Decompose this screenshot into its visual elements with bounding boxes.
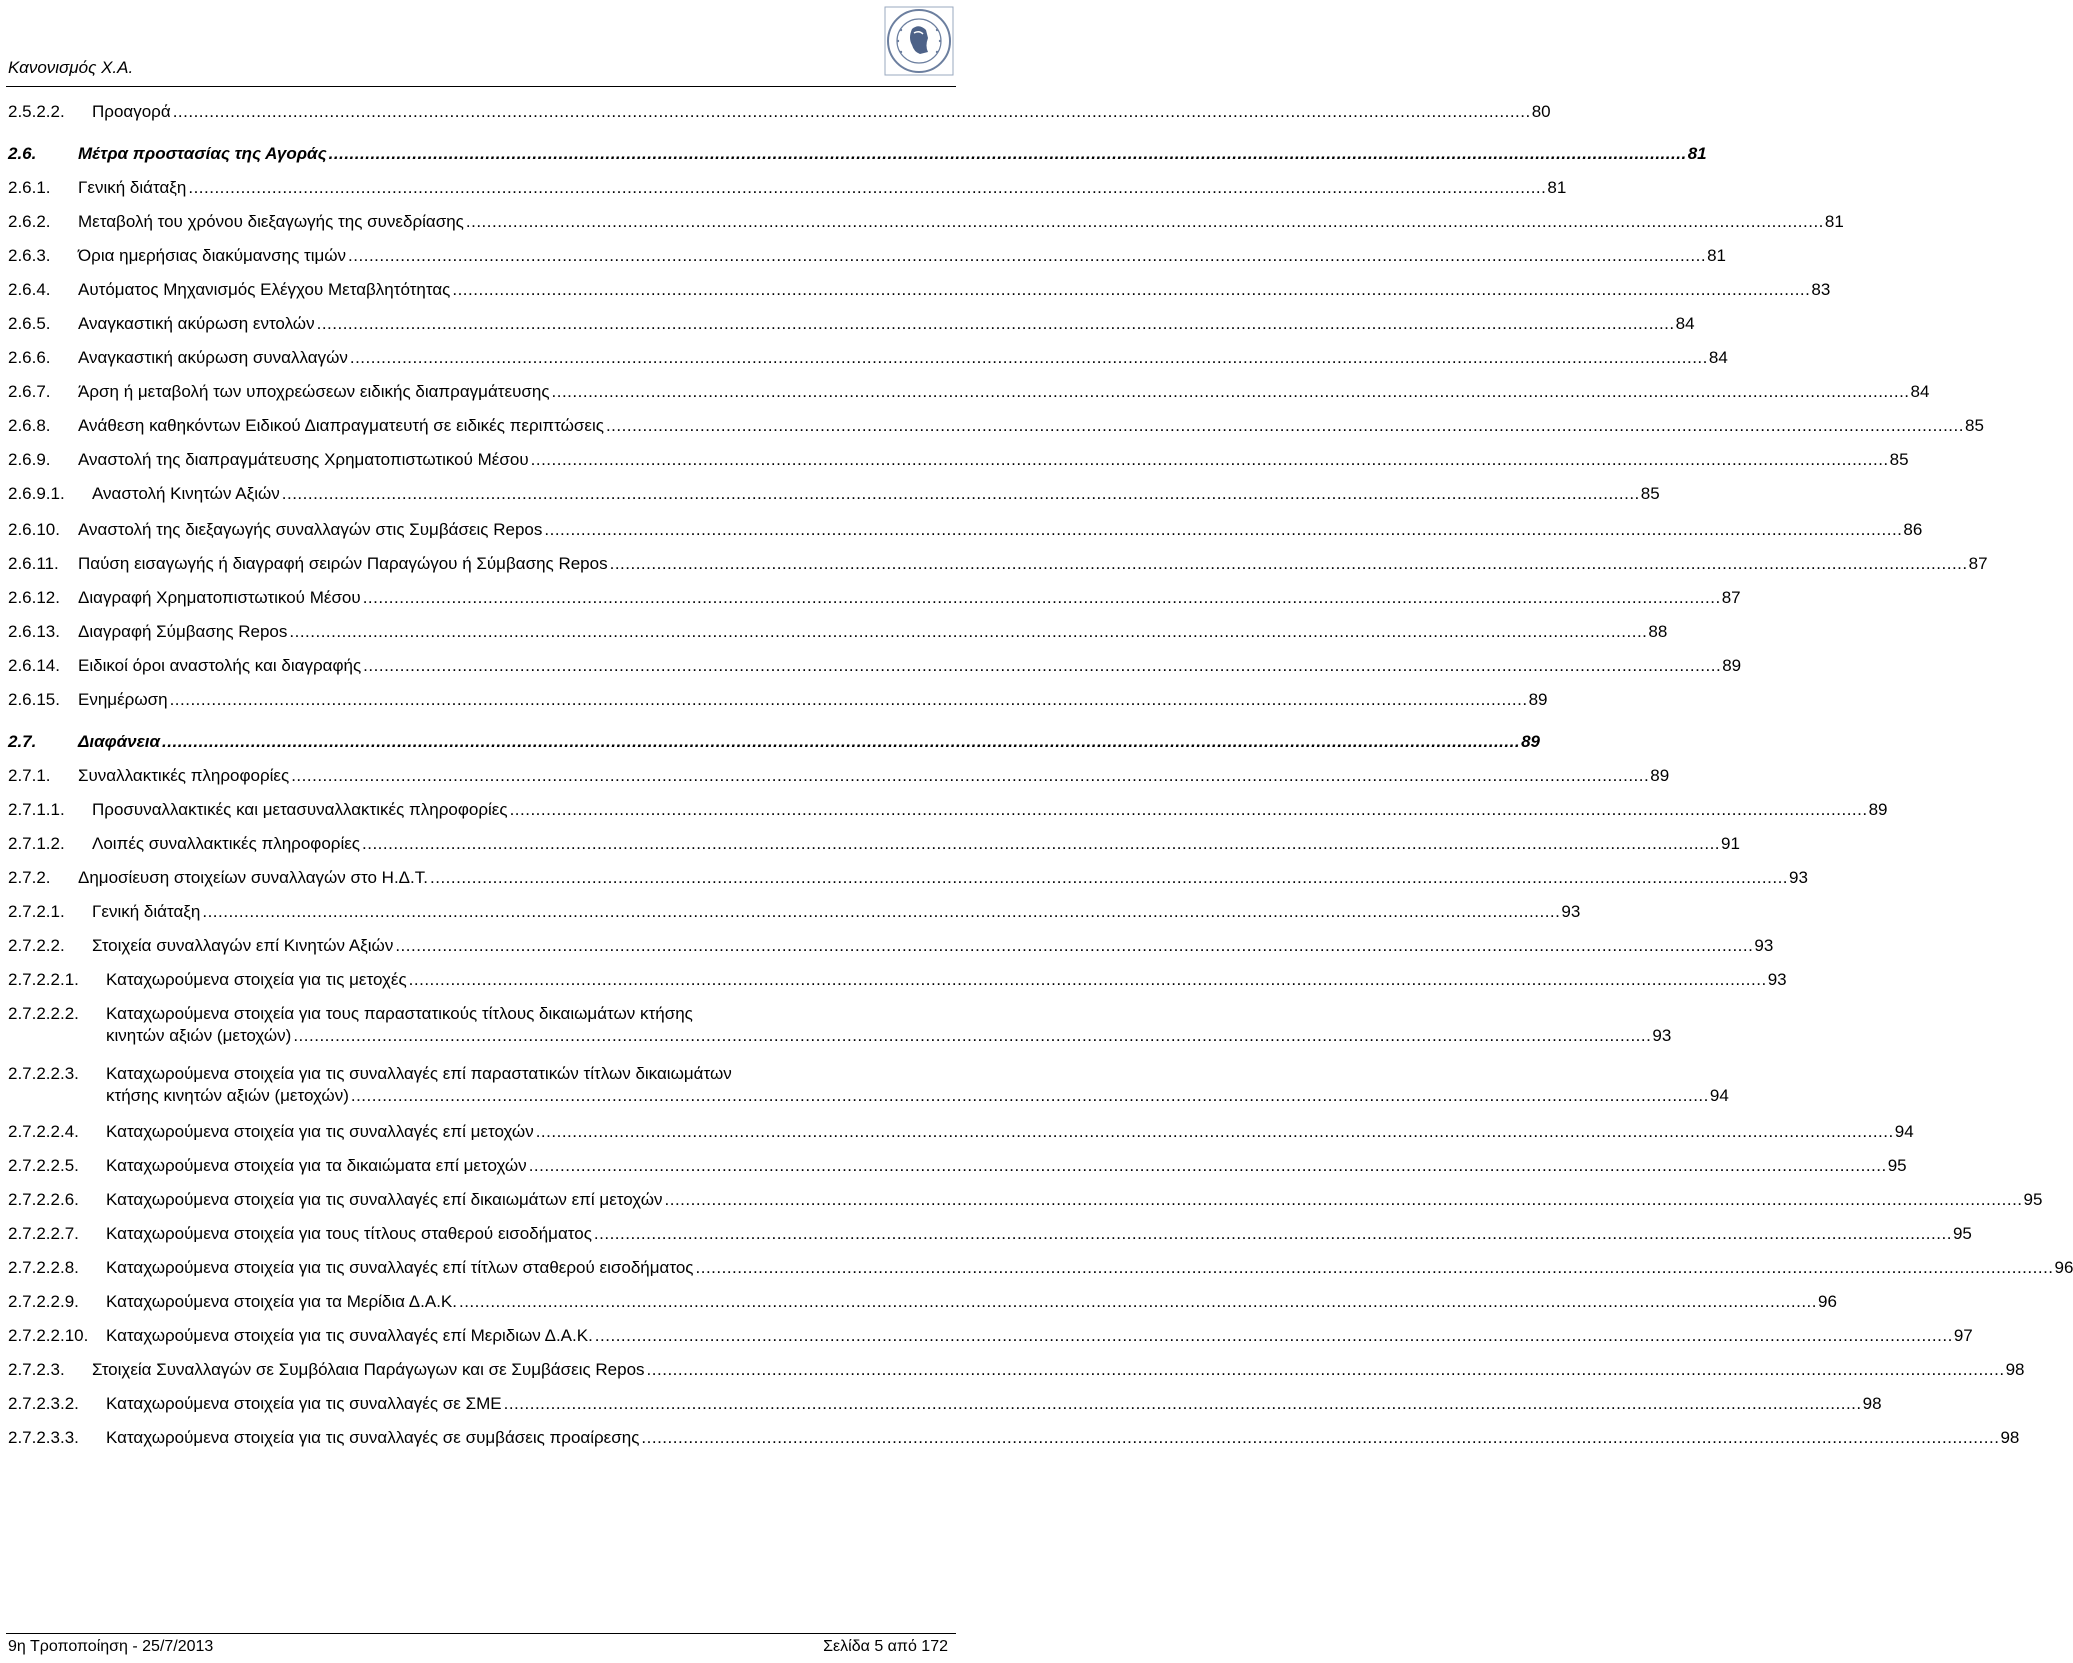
dot-leader: .................................................................................................................................................................................................................................................................... (551, 382, 1910, 401)
dot-leader: .................................................................................................................................................................................................................................................................... (544, 520, 1903, 539)
toc-entry-page: 89 (1521, 732, 1540, 751)
toc-entry-title: Αναγκαστική ακύρωση εντολών (78, 314, 315, 333)
toc-entry-number: 2.6.1. (8, 178, 51, 197)
toc-entry-title: Όρια ημερήσιας διακύμανσης τιμών (78, 246, 347, 265)
dot-leader: .................................................................................................................................................................................................................................................................... (291, 766, 1650, 785)
toc-entry[interactable] (8, 1189, 2043, 1211)
toc-entry-page: 81 (1707, 246, 1726, 265)
toc-entry-number: 2.7.1. (8, 766, 51, 785)
toc-entry[interactable] (8, 1291, 1837, 1313)
toc-entry[interactable] (8, 689, 1548, 711)
toc-entry-number: 2.6.9. (8, 450, 51, 469)
toc-entry-number: 2.7. (8, 732, 37, 751)
dot-leader: .................................................................................................................................................................................................................................................................... (609, 554, 1968, 573)
toc-entry[interactable] (8, 1359, 2025, 1381)
toc-entry-page: 96 (1818, 1292, 1837, 1311)
dot-leader: .................................................................................................................................................................................................................................................................... (350, 1086, 1709, 1105)
toc-entry[interactable] (8, 1427, 2020, 1449)
toc-entry[interactable] (8, 655, 1742, 677)
toc-entry-number: 2.6. (8, 144, 37, 163)
toc-entry-number: 2.7.2.2.2. (8, 1004, 79, 1023)
dot-leader: .................................................................................................................................................................................................................................................................... (395, 936, 1754, 955)
toc-entry-title: κτήσης κινητών αξιών (μετοχών) (106, 1086, 349, 1105)
toc-entry-page: 87 (1968, 554, 1988, 573)
toc-entry-number: 2.6.12. (8, 588, 60, 607)
toc-entry-title: Λοιπές συναλλακτικές πληροφορίες (92, 834, 360, 853)
toc-entry-number: 2.7.2.2.10. (8, 1326, 89, 1345)
toc-entry-number: 2.7.2.2.6. (8, 1190, 79, 1209)
toc-entry[interactable] (8, 765, 1670, 787)
toc-entry-page: 93 (1789, 868, 1808, 887)
toc-entry-title-line: Καταχωρούμενα στοιχεία για τις συναλλαγές επί παραστατικών τίτλων δικαιωμάτων (106, 1064, 732, 1083)
toc-entry-title: Μέτρα προστασίας της Αγοράς (78, 144, 327, 163)
toc-entry-title: κινητών αξιών (μετοχών) (106, 1026, 292, 1045)
toc-entry-number: 2.6.8. (8, 416, 51, 435)
toc-entry-number: 2.7.2. (8, 868, 51, 887)
toc-entry-number: 2.7.2.2.9. (8, 1292, 79, 1311)
dot-leader: .................................................................................................................................................................................................................................................................... (348, 246, 1707, 265)
dot-leader: .................................................................................................................................................................................................................................................................... (430, 868, 1789, 887)
toc-entry-page: 81 (1547, 178, 1567, 197)
toc-entry-page: 95 (1952, 1224, 1972, 1243)
toc-entry-number: 2.7.2.2.5. (8, 1156, 79, 1175)
toc-entry[interactable] (8, 177, 1567, 199)
dot-leader: .................................................................................................................................................................................................................................................................... (328, 144, 1687, 163)
dot-leader: .................................................................................................................................................................................................................................................................... (503, 1394, 1862, 1413)
dot-leader: .................................................................................................................................................................................................................................................................... (169, 690, 1528, 709)
toc-entry[interactable] (8, 415, 1984, 437)
toc-entry-page: 81 (1687, 144, 1707, 163)
toc-entry-page: 97 (1953, 1326, 1973, 1345)
toc-entry-title-line: Καταχωρούμενα στοιχεία για τους παραστατικούς τίτλους δικαιωμάτων κτήσης (106, 1004, 693, 1023)
dot-leader: .................................................................................................................................................................................................................................................................... (695, 1258, 2054, 1277)
dot-leader: .................................................................................................................................................................................................................................................................... (362, 834, 1721, 853)
toc-entry-title: Ενημέρωση (78, 690, 168, 709)
toc-entry-title: Καταχωρούμενα στοιχεία για τις συναλλαγές σε συμβάσεις προαίρεσης (106, 1428, 640, 1447)
toc-entry-title: Αναστολή Κινητών Αξιών (92, 484, 280, 503)
toc-entry[interactable] (8, 553, 1988, 575)
toc-entry-page: 93 (1652, 1026, 1672, 1045)
toc-entry[interactable] (8, 519, 1923, 541)
toc-entry[interactable] (8, 1257, 2073, 1279)
toc-entry-title: Γενική διάταξη (92, 902, 201, 921)
toc-entry-page: 84 (1910, 382, 1930, 401)
toc-entry-title: Στοιχεία συναλλαγών επί Κινητών Αξιών (92, 936, 394, 955)
toc-entry-page: 80 (1531, 102, 1551, 121)
toc-entry[interactable] (8, 381, 1930, 403)
toc-entry[interactable] (8, 245, 1726, 267)
toc-entry[interactable] (8, 935, 1774, 957)
dot-leader: .................................................................................................................................................................................................................................................................... (530, 450, 1889, 469)
toc-entry-page: 98 (2005, 1360, 2025, 1379)
toc-entry-title: Δημοσίευση στοιχείων συναλλαγών στο Η.Δ.Τ. (78, 868, 428, 887)
toc-entry-title: Αναγκαστική ακύρωση συναλλαγών (78, 348, 348, 367)
toc-entry-title: Παύση εισαγωγής ή διαγραφή σειρών Παραγώγου ή Σύμβασης Repos (78, 554, 608, 573)
toc-entry-page: 86 (1903, 520, 1923, 539)
toc-entry-title: Στοιχεία Συναλλαγών σε Συμβόλαια Παράγωγων και σε Συμβάσεις Repos (92, 1360, 645, 1379)
toc-entry-page: 87 (1721, 588, 1741, 607)
dot-leader: .................................................................................................................................................................................................................................................................... (293, 1026, 1652, 1045)
toc-entry-title: Καταχωρούμενα στοιχεία για τις συναλλαγές επί μετοχών (106, 1122, 534, 1141)
toc-entry-page: 85 (1640, 484, 1660, 503)
dot-leader: .................................................................................................................................................................................................................................................................... (452, 280, 1811, 299)
toc-entry[interactable] (8, 1223, 1972, 1245)
toc-entry-number: 2.6.2. (8, 212, 51, 231)
toc-entry[interactable] (8, 1003, 1672, 1047)
toc-entry-title: Γενική διάταξη (78, 178, 187, 197)
toc-entry[interactable] (8, 969, 1787, 991)
dot-leader: .................................................................................................................................................................................................................................................................... (646, 1360, 2005, 1379)
toc-entry-title: Άρση ή μεταβολή των υποχρεώσεων ειδικής διαπραγμάτευσης (78, 382, 550, 401)
toc-entry-page: 91 (1721, 834, 1740, 853)
toc-entry-number: 2.6.10. (8, 520, 60, 539)
toc-entry[interactable] (8, 347, 1728, 369)
toc-entry[interactable] (8, 867, 1808, 889)
dot-leader: .................................................................................................................................................................................................................................................................... (172, 102, 1531, 121)
toc-entry-page: 89 (1650, 766, 1670, 785)
toc-entry[interactable] (8, 279, 1831, 301)
dot-leader: .................................................................................................................................................................................................................................................................... (664, 1190, 2023, 1209)
dot-leader: .................................................................................................................................................................................................................................................................... (641, 1428, 2000, 1447)
toc-entry-number: 2.7.2.3.2. (8, 1394, 79, 1413)
toc-entry[interactable] (8, 1393, 1882, 1415)
toc-entry-title: Καταχωρούμενα στοιχεία για τα δικαιώματα επί μετοχών (106, 1156, 527, 1175)
page-number: Σελίδα 5 από 172 (823, 1638, 948, 1655)
toc-entry-number: 2.6.3. (8, 246, 51, 265)
toc-entry-title: Καταχωρούμενα στοιχεία για τις συναλλαγές επί Μεριδιων Δ.Α.Κ. (106, 1326, 593, 1345)
toc-entry-title: Μεταβολή του χρόνου διεξαγωγής της συνεδρίασης (78, 212, 464, 231)
toc-entry[interactable] (8, 449, 1909, 471)
toc-entry-title: Αναστολή της διεξαγωγής συναλλαγών στις Συμβάσεις Repos (78, 520, 543, 539)
toc-entry-number: 2.6.6. (8, 348, 51, 367)
toc-entry-number: 2.5.2.2. (8, 102, 65, 121)
dot-leader: .................................................................................................................................................................................................................................................................... (458, 1292, 1818, 1311)
toc-entry-page: 93 (1767, 970, 1787, 989)
toc-entry-number: 2.6.13. (8, 622, 60, 641)
toc-entry[interactable] (8, 799, 1888, 821)
toc-entry-number: 2.6.15. (8, 690, 60, 709)
toc-entry-number: 2.7.2.2.1. (8, 970, 79, 989)
toc-entry-number: 2.7.2.2.8. (8, 1258, 79, 1277)
dot-leader: .................................................................................................................................................................................................................................................................... (188, 178, 1547, 197)
toc-entry-number: 2.6.14. (8, 656, 60, 675)
dot-leader: .................................................................................................................................................................................................................................................................... (535, 1122, 1894, 1141)
toc-entry-page: 89 (1722, 656, 1742, 675)
toc-entry-title: Ειδικοί όροι αναστολής και διαγραφής (78, 656, 362, 675)
toc-entry-title: Καταχωρούμενα στοιχεία για τους τίτλους σταθερού εισοδήματος (106, 1224, 592, 1243)
toc-entry[interactable] (8, 621, 1668, 643)
dot-leader: .................................................................................................................................................................................................................................................................... (593, 1224, 1952, 1243)
document-title: Κανονισμός Χ.Α. (8, 58, 134, 77)
toc-entry-number: 2.6.4. (8, 280, 51, 299)
amendment-date: 9η Τροποποίηση - 25/7/2013 (8, 1638, 214, 1655)
toc-entry[interactable] (8, 483, 1660, 505)
dot-leader: .................................................................................................................................................................................................................................................................... (528, 1156, 1887, 1175)
toc-entry-page: 93 (1561, 902, 1581, 921)
toc-entry-number: 2.7.2.3. (8, 1360, 65, 1379)
dot-leader: .................................................................................................................................................................................................................................................................... (605, 416, 1964, 435)
header-divider (6, 86, 956, 87)
toc-entry-number: 2.7.2.3.3. (8, 1428, 79, 1447)
dot-leader: .................................................................................................................................................................................................................................................................... (362, 588, 1721, 607)
toc-entry-page: 84 (1708, 348, 1728, 367)
toc-entry-page: 98 (2000, 1428, 2020, 1447)
dot-leader: .................................................................................................................................................................................................................................................................... (202, 902, 1561, 921)
dot-leader: .................................................................................................................................................................................................................................................................... (349, 348, 1708, 367)
toc-entry[interactable] (8, 1063, 1729, 1107)
toc-entry[interactable] (8, 1155, 1907, 1177)
dot-leader: .................................................................................................................................................................................................................................................................... (465, 212, 1824, 231)
toc-entry-number: 2.7.2.2.3. (8, 1064, 79, 1083)
toc-entry-page: 89 (1528, 690, 1548, 709)
toc-entry-title: Καταχωρούμενα στοιχεία για τις συναλλαγές επί τίτλων σταθερού εισοδήματος (106, 1258, 694, 1277)
toc-entry[interactable] (8, 211, 1844, 233)
toc-entry-page: 83 (1811, 280, 1831, 299)
toc-entry-page: 95 (2023, 1190, 2043, 1209)
toc-entry-page: 84 (1675, 314, 1695, 333)
toc-entry-title: Προσυναλλακτικές και μετασυναλλακτικές πληροφορίες (92, 800, 508, 819)
toc-entry-number: 2.7.2.2.7. (8, 1224, 79, 1243)
toc-entry[interactable] (8, 1121, 1914, 1143)
toc-entry-title: Καταχωρούμενα στοιχεία για τα Μερίδια Δ.Α.Κ. (106, 1292, 457, 1311)
toc-entry-title: Αναστολή της διαπραγμάτευσης Χρηματοπιστωτικού Μέσου (78, 450, 529, 469)
toc-entry[interactable] (8, 1325, 1973, 1347)
toc-entry[interactable] (8, 313, 1695, 335)
toc-entry-title: Συναλλακτικές πληροφορίες (78, 766, 290, 785)
toc-entry-page: 85 (1889, 450, 1909, 469)
toc-entry-number: 2.7.2.2. (8, 936, 65, 955)
toc-entry-number: 2.6.5. (8, 314, 51, 333)
toc-entry-number: 2.7.1.1. (8, 800, 65, 819)
toc-entry-page: 98 (1862, 1394, 1882, 1413)
toc-entry-title: Καταχωρούμενα στοιχεία για τις συναλλαγές επί δικαιωμάτων επί μετοχών (106, 1190, 663, 1209)
toc-entry-title: Αυτόματος Μηχανισμός Ελέγχου Μεταβλητότητας (78, 280, 451, 299)
toc-entry[interactable] (8, 101, 1551, 123)
toc-entry-number: 2.6.7. (8, 382, 51, 401)
toc-entry-page: 95 (1887, 1156, 1907, 1175)
toc-entry-title: Προαγορά (92, 102, 171, 121)
dot-leader: .................................................................................................................................................................................................................................................................... (281, 484, 1640, 503)
toc-entry[interactable] (8, 143, 1707, 165)
toc-entry-page: 85 (1964, 416, 1984, 435)
toc-entry-number: 2.7.2.2.4. (8, 1122, 79, 1141)
toc-entry-page: 94 (1894, 1122, 1914, 1141)
dot-leader: .................................................................................................................................................................................................................................................................... (509, 800, 1868, 819)
toc-entry-number: 2.6.9.1. (8, 484, 65, 503)
dot-leader: .................................................................................................................................................................................................................................................................... (594, 1326, 1953, 1345)
toc-entry-page: 96 (2054, 1258, 2073, 1277)
toc-entry-page: 89 (1868, 800, 1888, 819)
toc-entry[interactable] (8, 731, 1540, 753)
toc-entry-page: 88 (1648, 622, 1668, 641)
toc-entry-number: 2.7.2.1. (8, 902, 65, 921)
athens-exchange-seal-icon (884, 6, 954, 76)
footer-divider (6, 1633, 956, 1634)
toc-entry-page: 93 (1754, 936, 1774, 955)
toc-entry[interactable] (8, 901, 1581, 923)
toc-entry-number: 2.6.11. (8, 554, 59, 573)
dot-leader: .................................................................................................................................................................................................................................................................... (316, 314, 1675, 333)
toc-entry[interactable] (8, 587, 1741, 609)
toc-entry-title: Διαγραφή Σύμβασης Repos (78, 622, 288, 641)
toc-entry-page: 81 (1824, 212, 1844, 231)
toc-entry-title: Ανάθεση καθηκόντων Ειδικού Διαπραγματευτή σε ειδικές περιπτώσεις (78, 416, 604, 435)
dot-leader: .................................................................................................................................................................................................................................................................... (289, 622, 1648, 641)
dot-leader: .................................................................................................................................................................................................................................................................... (363, 656, 1722, 675)
toc-entry-title: Καταχωρούμενα στοιχεία για τις συναλλαγές σε ΣΜΕ (106, 1394, 502, 1413)
toc-entry-number: 2.7.1.2. (8, 834, 65, 853)
dot-leader: .................................................................................................................................................................................................................................................................... (408, 970, 1767, 989)
toc-entry-page: 94 (1709, 1086, 1729, 1105)
toc-entry[interactable] (8, 833, 1740, 855)
toc-entry-title: Καταχωρούμενα στοιχεία για τις μετοχές (106, 970, 407, 989)
toc-entry-title: Διαγραφή Χρηματοπιστωτικού Μέσου (78, 588, 361, 607)
toc-entry-title: Διαφάνεια (78, 732, 161, 751)
dot-leader: .................................................................................................................................................................................................................................................................... (162, 732, 1521, 751)
